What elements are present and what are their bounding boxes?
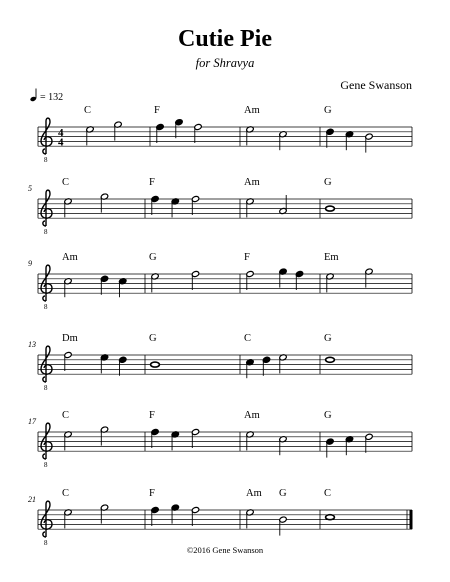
- octave-mark: 8: [44, 539, 48, 547]
- treble-8vb-clef-icon: [41, 346, 52, 382]
- octave-mark: 8: [44, 156, 48, 164]
- chord-symbol: Am: [62, 252, 78, 263]
- chord-symbol: C: [324, 488, 332, 499]
- dedication-subtitle: for Shravya: [195, 56, 255, 70]
- composer-name: Gene Swanson: [340, 78, 412, 92]
- chord-symbol: C: [244, 333, 252, 344]
- measure-number: 13: [28, 340, 36, 349]
- chord-symbol: G: [324, 177, 332, 188]
- chord-symbol: F: [149, 488, 155, 499]
- chord-symbol: Am: [244, 105, 260, 116]
- chord-symbol: C: [62, 488, 70, 499]
- copyright-notice: ©2016 Gene Swanson: [186, 545, 264, 555]
- measure-number: 9: [28, 259, 32, 268]
- chord-symbol: G: [149, 252, 157, 263]
- treble-8vb-clef-icon: [41, 265, 52, 301]
- time-signature-bottom: 4: [58, 136, 64, 149]
- chord-symbol: G: [149, 333, 157, 344]
- chord-symbol: C: [84, 105, 92, 116]
- chord-symbol: F: [149, 177, 155, 188]
- chord-symbol: F: [154, 105, 160, 116]
- octave-mark: 8: [44, 303, 48, 311]
- chord-symbol: Am: [244, 410, 260, 421]
- treble-8vb-clef-icon: [41, 118, 52, 154]
- chord-symbol: F: [244, 252, 250, 263]
- octave-mark: 8: [44, 228, 48, 236]
- note-head: [151, 362, 160, 367]
- octave-mark: 8: [44, 461, 48, 469]
- final-thick-barline: [410, 510, 413, 529]
- measure-number: 21: [28, 495, 36, 504]
- note-head: [326, 515, 335, 520]
- chord-symbol: G: [324, 105, 332, 116]
- chord-symbol: Am: [246, 488, 262, 499]
- chord-symbol: F: [149, 410, 155, 421]
- chord-symbol: G: [279, 488, 287, 499]
- song-title: Cutie Pie: [178, 26, 272, 52]
- chord-symbol: Em: [324, 252, 339, 263]
- octave-mark: 8: [44, 384, 48, 392]
- chord-symbol: G: [324, 333, 332, 344]
- chord-symbol: G: [324, 410, 332, 421]
- treble-8vb-clef-icon: [41, 190, 52, 226]
- chord-symbol: C: [62, 410, 70, 421]
- measure-number: 17: [28, 417, 36, 426]
- note-head: [326, 357, 335, 362]
- tempo-bpm: = 132: [40, 92, 64, 103]
- treble-8vb-clef-icon: [41, 423, 52, 459]
- treble-8vb-clef-icon: [41, 501, 52, 537]
- measure-number: 5: [28, 184, 32, 193]
- note-head: [326, 206, 335, 211]
- chord-symbol: Am: [244, 177, 260, 188]
- time-signature-top: 4: [58, 127, 64, 139]
- chord-symbol: C: [62, 177, 70, 188]
- chord-symbol: Dm: [62, 333, 78, 344]
